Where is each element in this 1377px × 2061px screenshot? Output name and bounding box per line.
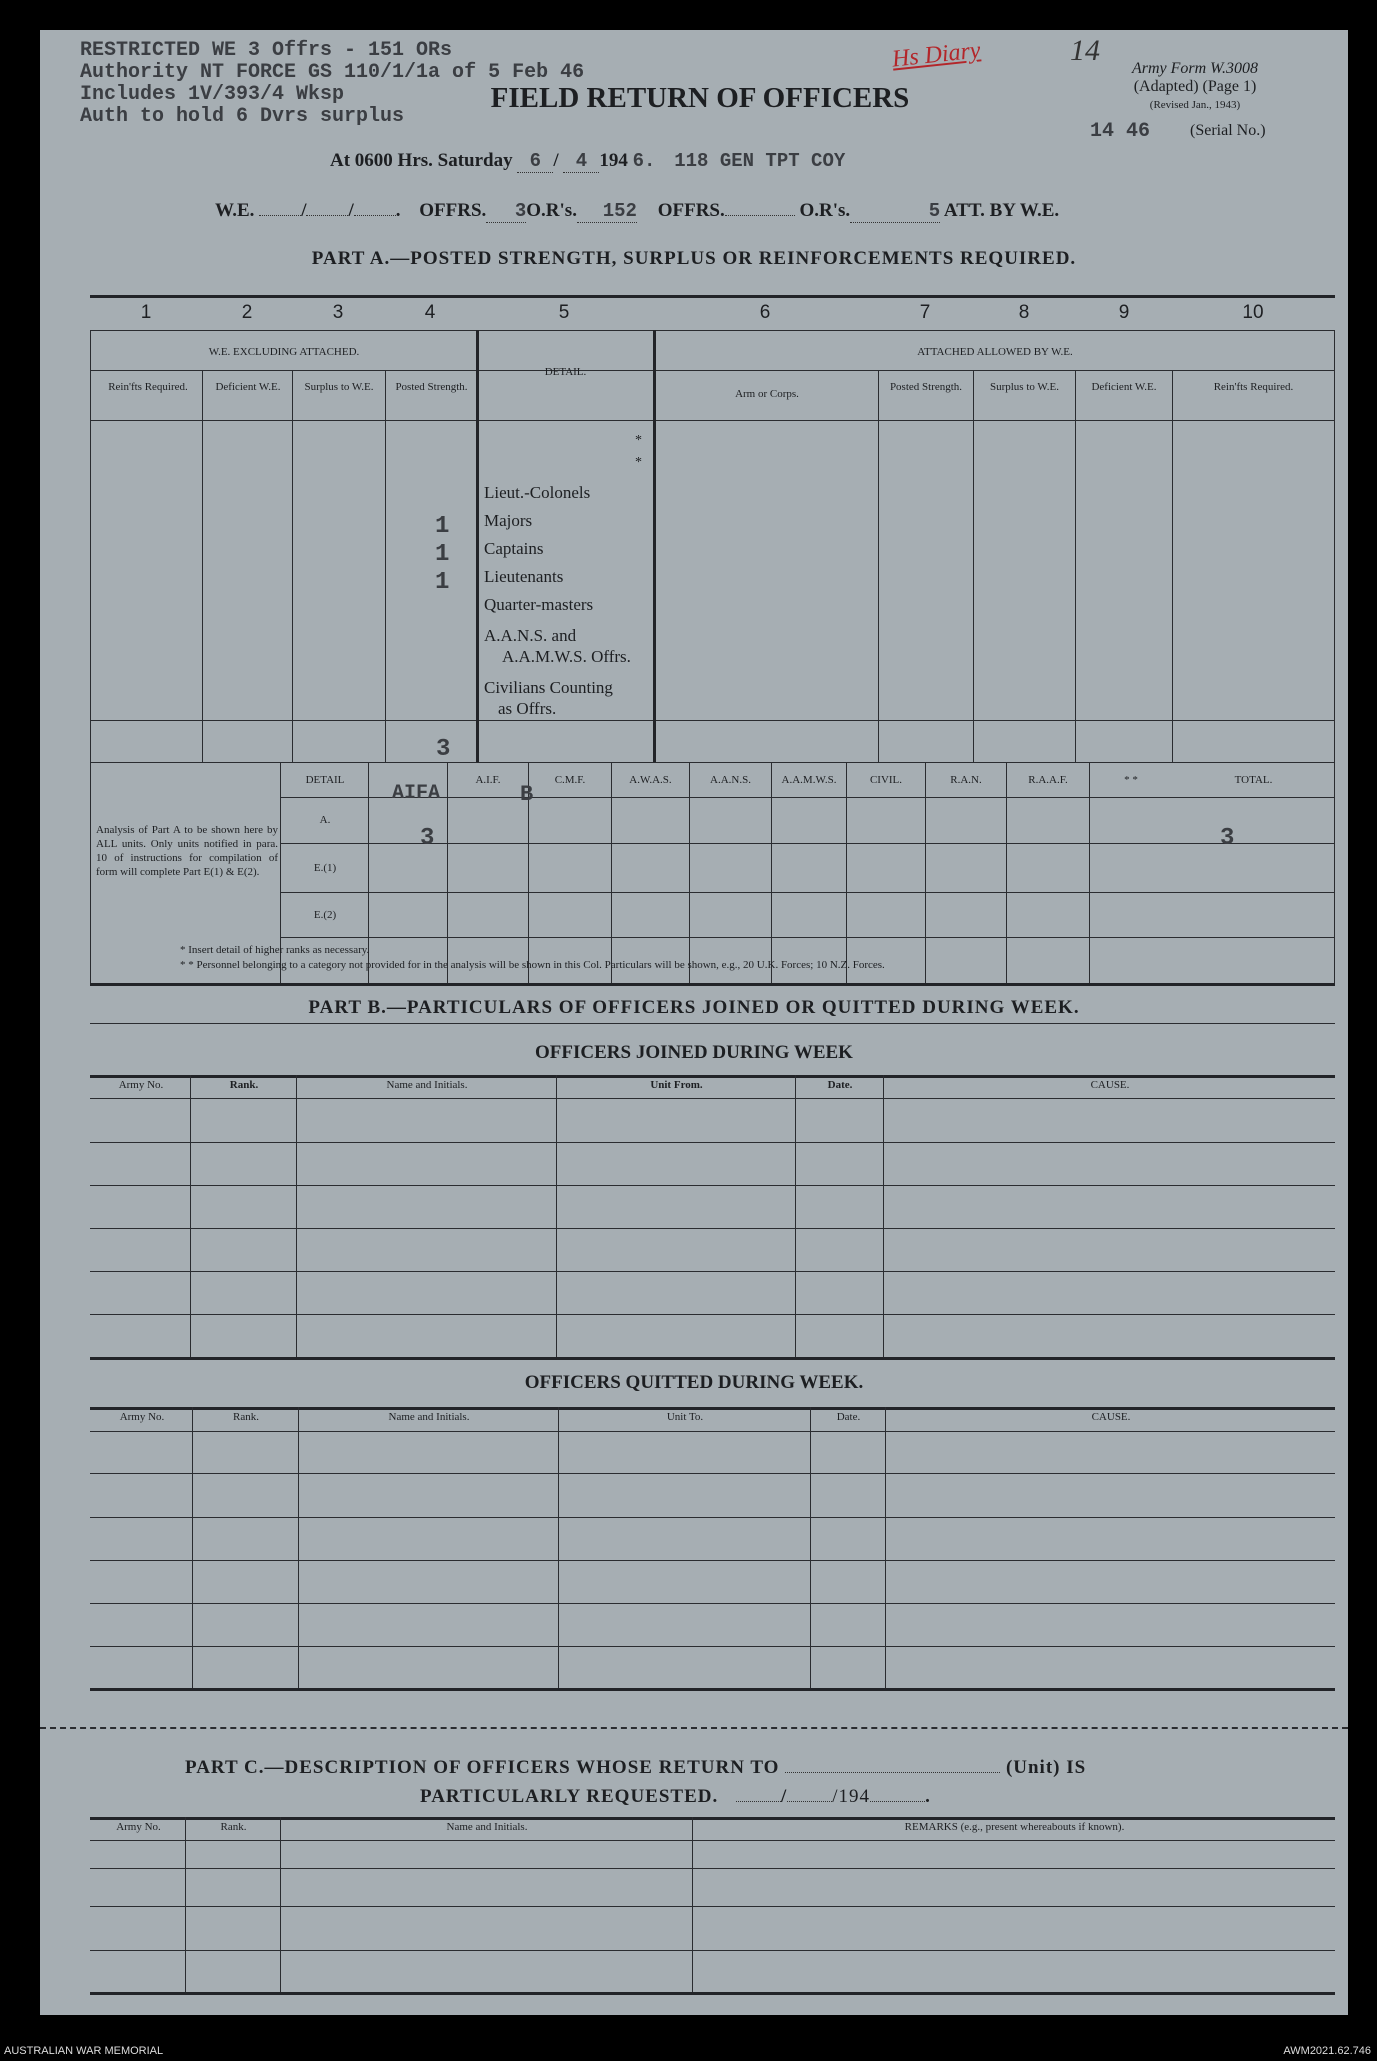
ors-label: O.R's. xyxy=(526,200,577,221)
page-title: FIELD RETURN OF OFFICERS xyxy=(490,82,910,114)
att-offrs-label: OFFRS. xyxy=(657,200,725,221)
footer-right: AWM2021.62.746 xyxy=(1283,2045,1371,2057)
asterisks: * * xyxy=(635,433,642,470)
col-number: 6 xyxy=(759,302,771,323)
quitted-army-no-header: Army No. xyxy=(119,1411,165,1423)
joined-title: OFFICERS JOINED DURING WEEK xyxy=(535,1042,853,1063)
footnote-one: * Insert detail of higher ranks as necessary. xyxy=(180,944,370,956)
year-suffix: 6. xyxy=(632,150,656,172)
stamp-line: Includes 1V/393/4 Wksp xyxy=(80,83,345,106)
joined-cause-header: CAUSE. xyxy=(1090,1079,1130,1091)
quitted-unit-header: Unit To. xyxy=(666,1411,704,1423)
quitted-cause-header: CAUSE. xyxy=(1091,1411,1131,1423)
rank-majors: Majors xyxy=(484,511,533,530)
analysis-note: Analysis of Part A to be shown here by ALL units. Only units notified in para. 10 of instructions for compilation of form will complete Part E(1) & E(2). xyxy=(96,824,278,878)
analysis-row-a: A. xyxy=(319,814,331,826)
rank-captains: Captains xyxy=(484,539,544,558)
footer-left: AUSTRALIAN WAR MEMORIAL xyxy=(4,2045,164,2057)
part-c-requested: PARTICULARLY REQUESTED. / /194 . xyxy=(420,1786,931,1807)
analysis-total-a: 3 xyxy=(1220,825,1235,852)
rank-quartermasters: Quarter-masters xyxy=(484,595,594,614)
analysis-total-header: TOTAL. xyxy=(1234,774,1273,786)
posted-lieutenants: 1 xyxy=(435,569,450,596)
typed-aif-value: 3 xyxy=(420,825,435,852)
posted-total: 3 xyxy=(436,736,451,763)
quitted-title: OFFICERS QUITTED DURING WEEK. xyxy=(524,1372,864,1393)
part-c-title-b: (Unit) IS xyxy=(1005,1757,1087,1778)
att-reinforcements-header: Rein'fts Required. xyxy=(1213,381,1294,393)
att-ors-value: 5 xyxy=(850,200,940,223)
page-number: 14 xyxy=(1070,34,1100,67)
part-c-title xyxy=(185,1757,1086,1779)
joined-name-header: Name and Initials. xyxy=(386,1079,468,1091)
date-line: At 0600 Hrs. Saturday 6 / 4 194 6. 118 GEN TPT COY xyxy=(330,150,846,172)
analysis-civil-header: CIVIL. xyxy=(869,774,903,786)
quitted-name-header: Name and Initials. xyxy=(388,1411,470,1423)
col-number: 8 xyxy=(1018,302,1030,323)
month-value: 4 xyxy=(563,150,599,173)
stamp-line: Authority NT FORCE GS 110/1/1a of 5 Feb 46 xyxy=(80,61,585,84)
we-line: W.E. / / . OFFRS. 3O.R's. 152 OFFRS. O.R's. 5 ATT. BY W.E. xyxy=(215,200,1060,222)
rank-lieutenants: Lieutenants xyxy=(484,567,564,586)
we-label: W.E. xyxy=(215,200,255,221)
analysis-ran-header: R.A.N. xyxy=(950,774,982,786)
rank-civilians-cont: as Offrs. xyxy=(498,699,557,718)
typed-aif: AIFA xyxy=(392,782,441,805)
att-posted-header: Posted Strength. xyxy=(889,381,963,393)
col-number: 7 xyxy=(919,302,931,323)
att-label: ATT. BY W.E. xyxy=(943,200,1060,221)
rank-aamws: A.A.M.W.S. Offrs. xyxy=(502,647,631,666)
analysis-row-e1: E.(1) xyxy=(313,862,337,874)
posted-captains: 1 xyxy=(435,541,450,568)
unit-value: 118 GEN TPT COY xyxy=(674,150,846,172)
quitted-rank-header: Rank. xyxy=(233,1411,259,1423)
part-c-year: /194 xyxy=(832,1786,871,1807)
rank-lieut-colonels: Lieut.-Colonels xyxy=(484,483,591,502)
right-group-header: ATTACHED ALLOWED BY W.E. xyxy=(917,346,1073,358)
posted-values xyxy=(435,513,449,597)
posted-header: Posted Strength. xyxy=(395,381,468,393)
joined-rank-header: Rank. xyxy=(229,1079,259,1091)
day-value: 6 xyxy=(517,150,553,173)
serial-label: (Serial No.) xyxy=(1190,122,1266,139)
stamp-line: RESTRICTED WE 3 Offrs - 151 ORs xyxy=(80,39,453,62)
part-c-title-a: PART C.—DESCRIPTION OF OFFICERS WHOSE RETURN TO xyxy=(185,1757,780,1778)
part-c-title-c: PARTICULARLY REQUESTED. xyxy=(420,1786,719,1807)
joined-date-header: Date. xyxy=(827,1079,853,1091)
quitted-date-header: Date. xyxy=(836,1411,861,1423)
rank-list xyxy=(484,482,631,719)
form-id-line: (Revised Jan., 1943) xyxy=(1149,99,1241,111)
footnote-two: * * Personnel belonging to a category not provided for in the analysis will be shown in this Col. Particulars will be shown, e.g., 20 U.K. Forces; 10 N.Z. Forces. xyxy=(180,959,885,971)
typed-cmf: B xyxy=(520,782,534,807)
partc-army-no-header: Army No. xyxy=(116,1821,161,1833)
serial-number: 14 46 xyxy=(1090,120,1151,143)
form-id xyxy=(1090,60,1300,114)
col-number: 4 xyxy=(424,302,436,323)
joined-army-no-header: Army No. xyxy=(118,1079,164,1091)
analysis-aamws-header: A.A.M.W.S. xyxy=(781,774,837,786)
part-a-title: PART A.—POSTED STRENGTH, SURPLUS OR REINFORCEMENTS REQUIRED. xyxy=(311,248,1077,269)
ors-value: 152 xyxy=(577,200,637,223)
year-prefix: 194 xyxy=(599,150,628,171)
surplus-header: Surplus to W.E. xyxy=(304,381,374,393)
form-id-line: (Adapted) (Page 1) xyxy=(1133,78,1257,95)
posted-majors: 1 xyxy=(435,513,450,540)
analysis-awas-header: A.W.A.S. xyxy=(629,774,672,786)
red-annotation: Hs Diary xyxy=(890,37,982,73)
joined-unit-header: Unit From. xyxy=(650,1079,703,1091)
at-label: At 0600 Hrs. Saturday xyxy=(330,150,513,171)
att-deficient-header: Deficient W.E. xyxy=(1091,381,1157,393)
part-b-title: PART B.—PARTICULARS OF OFFICERS JOINED OR QUITTED DURING WEEK. xyxy=(308,997,1080,1018)
col-number: 5 xyxy=(558,302,570,323)
col-number: 9 xyxy=(1118,302,1130,323)
analysis-row-e2: E.(2) xyxy=(313,909,337,921)
analysis-detail-header: DETAIL xyxy=(305,774,345,786)
analysis-aans-header: A.A.N.S. xyxy=(710,774,751,786)
arm-corps-header: Arm or Corps. xyxy=(735,388,799,400)
att-ors-label: O.R's. xyxy=(799,200,851,221)
analysis-raaf-header: R.A.A.F. xyxy=(1028,774,1068,786)
form-page xyxy=(40,30,1348,2015)
reinforcements-header: Rein'fts Required. xyxy=(108,381,188,393)
partc-rank-header: Rank. xyxy=(220,1821,247,1833)
perforation-line xyxy=(40,1727,1348,1729)
col-number: 2 xyxy=(241,302,253,323)
form-id-line: Army Form W.3008 xyxy=(1131,60,1259,77)
partc-remarks-header: REMARKS (e.g., present whereabouts if known). xyxy=(904,1821,1125,1833)
att-surplus-header: Surplus to W.E. xyxy=(989,381,1060,393)
rank-aans: A.A.N.S. and xyxy=(484,626,577,645)
offrs-label: OFFRS. xyxy=(419,200,487,221)
analysis-cmf-header: C.M.F. xyxy=(554,774,586,786)
offrs-value: 3 xyxy=(486,200,526,223)
partc-name-header: Name and Initials. xyxy=(446,1821,528,1833)
stamp-line: Auth to hold 6 Dvrs surplus xyxy=(80,105,405,128)
rank-civilians: Civilians Counting xyxy=(484,678,613,697)
col-number: 1 xyxy=(140,302,152,323)
col-number: 3 xyxy=(332,302,344,323)
left-group-header: W.E. EXCLUDING ATTACHED. xyxy=(208,346,360,358)
analysis-other-header: * * xyxy=(1124,774,1138,786)
detail-header: DETAIL. xyxy=(544,366,587,378)
deficient-header: Deficient W.E. xyxy=(215,381,281,393)
analysis-aif-header: A.I.F. xyxy=(475,774,501,786)
col-number: 10 xyxy=(1242,302,1264,323)
